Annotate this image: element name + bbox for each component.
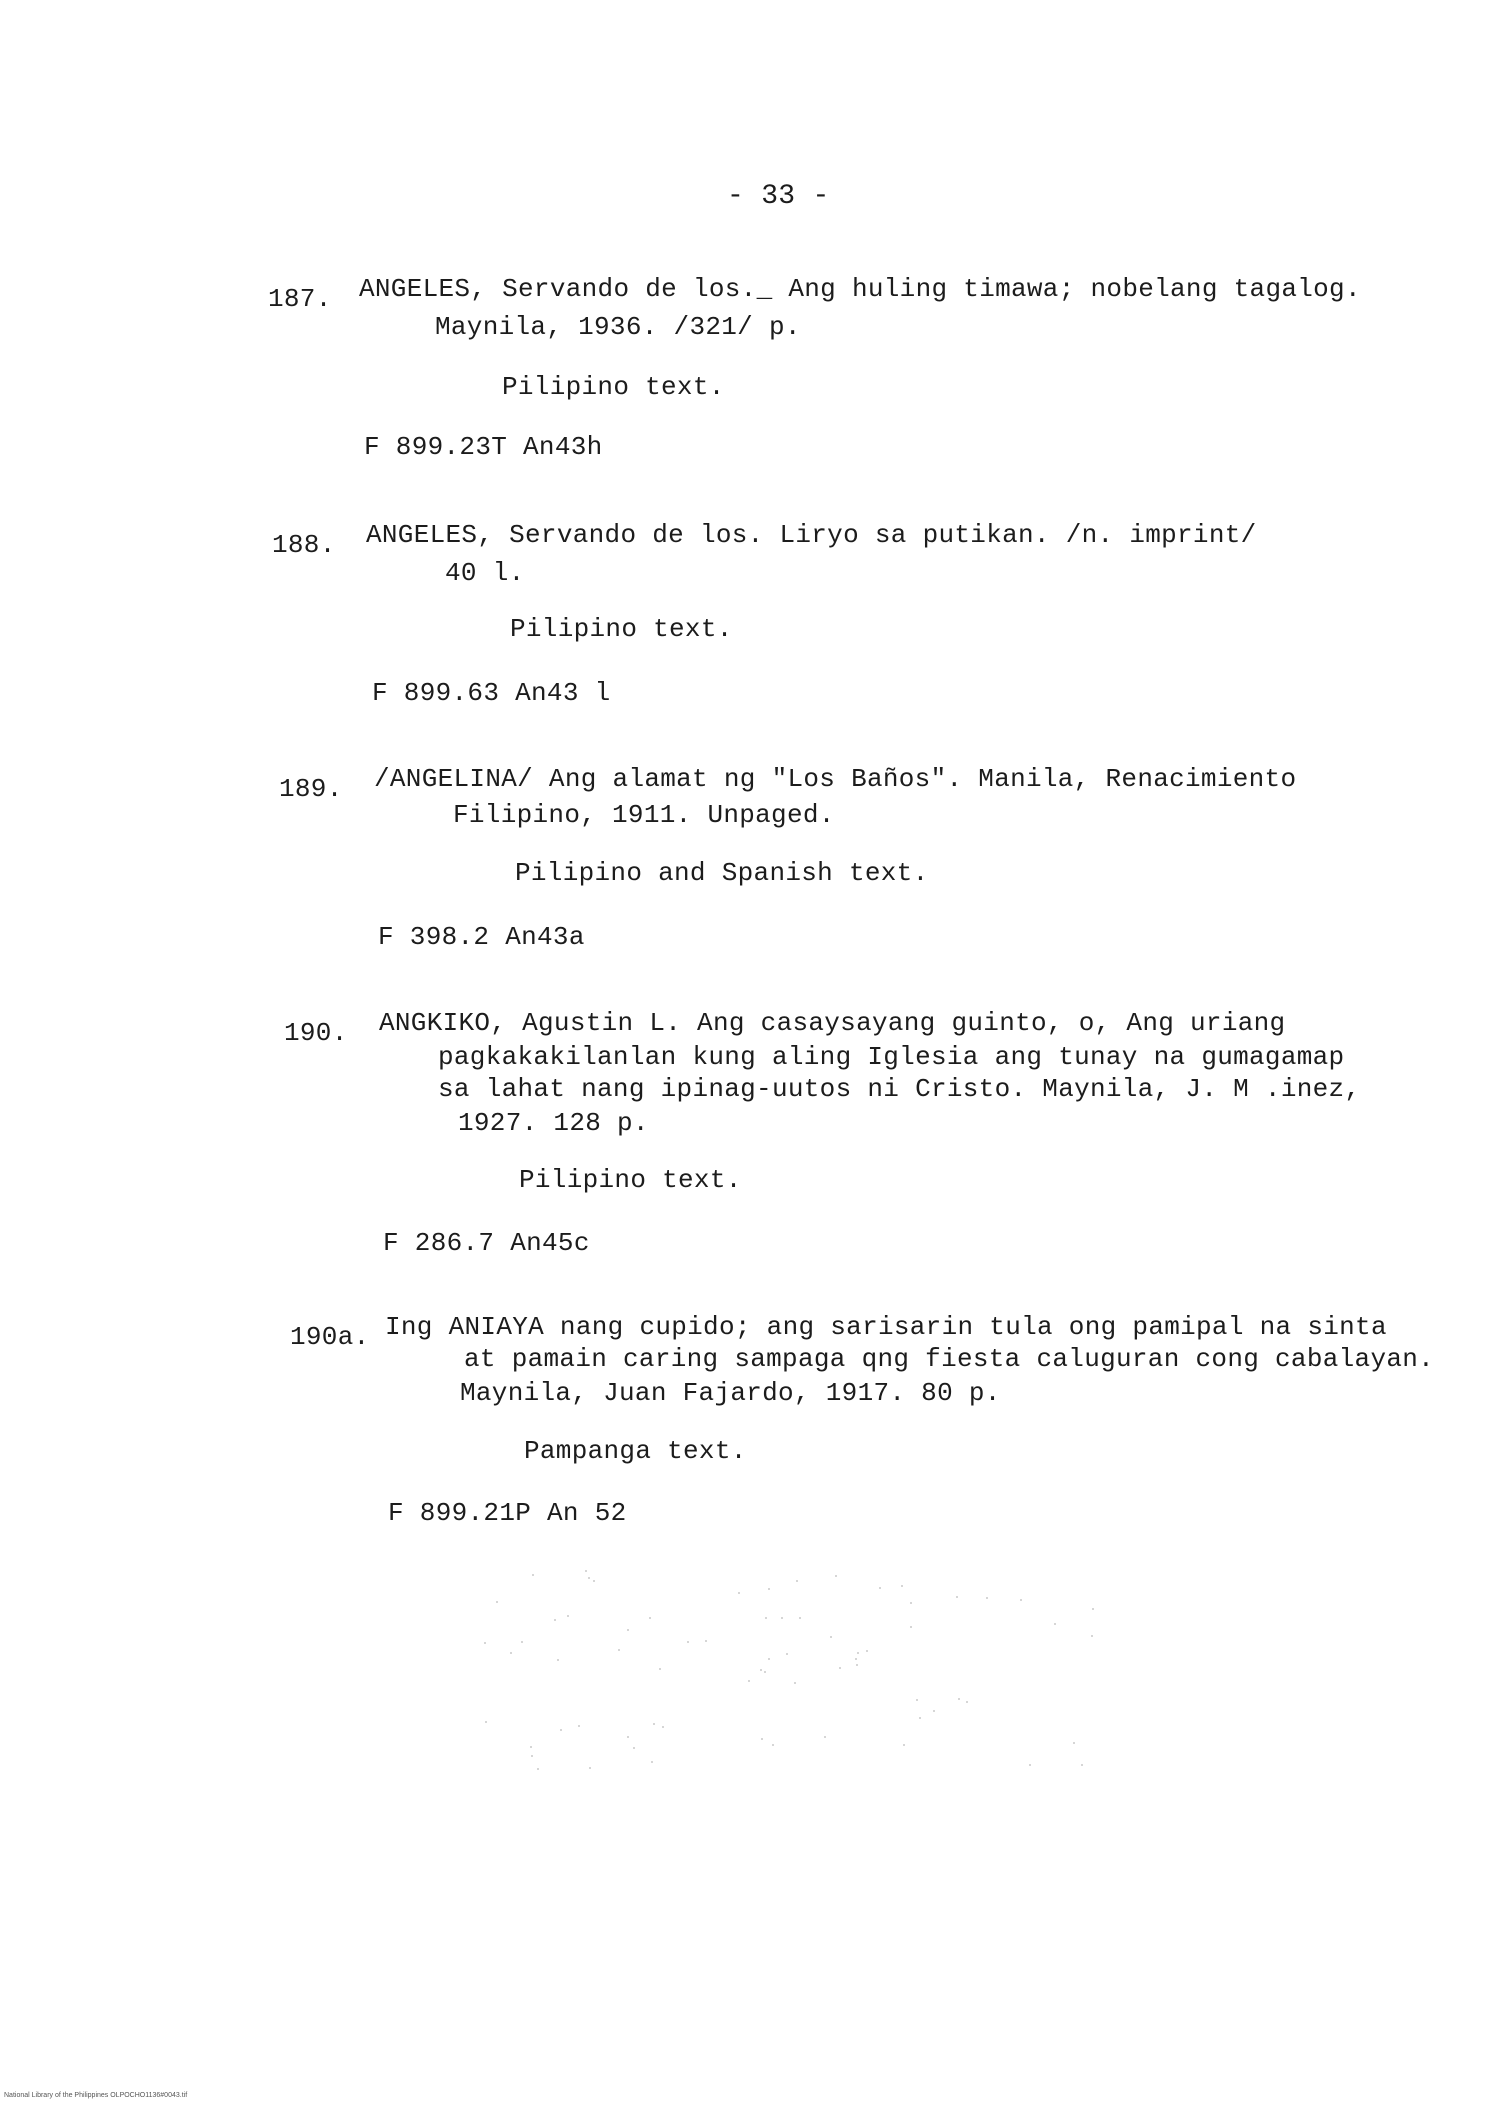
scan-speck <box>765 1617 767 1619</box>
scan-speck <box>554 1619 556 1621</box>
entry-line: Maynila, Juan Fajardo, 1917. 80 p. <box>460 1378 1001 1408</box>
scan-speck <box>768 1658 770 1660</box>
scan-speck <box>866 1650 868 1652</box>
scan-speck <box>857 1652 859 1654</box>
scan-speck <box>1081 1764 1083 1766</box>
scan-speck <box>531 1755 533 1757</box>
scan-speck <box>1054 1623 1056 1625</box>
scan-speck <box>653 1723 655 1725</box>
scan-speck <box>1073 1742 1075 1744</box>
entry-line: ANGELES, Servando de los. Liryo sa putikan. /n. imprint/ <box>366 520 1257 550</box>
scan-speck <box>986 1597 988 1599</box>
scan-speck <box>764 1671 766 1673</box>
scan-speck <box>903 1744 905 1746</box>
entry-line: ANGKIKO, Agustin L. Ang casaysayang guinto, o, Ang uriang <box>379 1008 1286 1038</box>
scan-speck <box>687 1641 689 1643</box>
scan-speck <box>585 1570 587 1572</box>
entry-line: sa lahat nang ipinag-uutos ni Cristo. Maynila, J. M .inez, <box>438 1074 1361 1104</box>
call-number: F 286.7 An45c <box>383 1228 590 1258</box>
language-note: Pilipino text. <box>519 1165 742 1195</box>
scan-speck <box>839 1667 841 1669</box>
scan-speck <box>659 1668 661 1670</box>
scan-speck <box>496 1601 498 1603</box>
scan-speck <box>633 1747 635 1749</box>
scan-speck <box>627 1629 629 1631</box>
scan-speck <box>627 1736 629 1738</box>
entry-line: Maynila, 1936. /321/ p. <box>435 312 801 342</box>
scan-speck <box>835 1575 837 1577</box>
scan-speck <box>916 1699 918 1701</box>
entry-line: 1927. 128 p. <box>458 1108 649 1138</box>
scan-speck <box>956 1596 958 1598</box>
scan-speck <box>901 1585 903 1587</box>
scan-speck <box>1092 1608 1094 1610</box>
scan-speck <box>1020 1599 1022 1601</box>
scan-speck <box>919 1717 921 1719</box>
page-number: - 33 - <box>727 181 830 212</box>
scan-speck <box>557 1659 559 1661</box>
scan-speck <box>532 1574 534 1576</box>
scan-speck <box>510 1652 512 1654</box>
language-note: Pilipino text. <box>510 614 733 644</box>
scan-speck <box>824 1736 826 1738</box>
scan-speck <box>560 1729 562 1731</box>
call-number: F 899.23T An43h <box>364 432 603 462</box>
language-note: Pilipino and Spanish text. <box>515 858 929 888</box>
scan-speck <box>768 1588 770 1590</box>
scan-speck <box>567 1615 569 1617</box>
scan-speck <box>593 1580 595 1582</box>
entry-number: 187. <box>268 284 332 314</box>
scan-speck <box>578 1725 580 1727</box>
scan-speck <box>748 1680 750 1682</box>
language-note: Pampanga text. <box>524 1436 747 1466</box>
call-number: F 398.2 An43a <box>378 922 585 952</box>
entry-line: Ing ANIAYA nang cupido; ang sarisarin tula ong pamipal na sinta <box>385 1312 1387 1342</box>
entry-number: 190. <box>284 1018 348 1048</box>
scan-speck <box>781 1617 783 1619</box>
scan-speck <box>618 1649 620 1651</box>
scan-speck <box>537 1768 539 1770</box>
scan-speck <box>738 1592 740 1594</box>
scan-speck <box>1029 1764 1031 1766</box>
scan-speck <box>786 1653 788 1655</box>
scan-speck <box>662 1726 664 1728</box>
scan-speck <box>966 1701 968 1703</box>
scan-speck <box>933 1710 935 1712</box>
language-note: Pilipino text. <box>502 372 725 402</box>
scan-speck <box>649 1617 651 1619</box>
scan-speck <box>651 1761 653 1763</box>
scan-footer: National Library of the Philippines OLPOCHO1136#0043.tif <box>4 2092 188 2099</box>
scan-speck <box>1091 1635 1093 1637</box>
entry-line: ANGELES, Servando de los._ Ang huling timawa; nobelang tagalog. <box>359 274 1361 304</box>
entry-line: pagkakakilanlan kung aling Iglesia ang tunay na gumagamap <box>438 1042 1345 1072</box>
scan-speck <box>856 1664 858 1666</box>
call-number: F 899.63 An43 l <box>372 678 611 708</box>
scan-speck <box>772 1744 774 1746</box>
scan-speck <box>705 1640 707 1642</box>
scan-speck <box>910 1626 912 1628</box>
scan-speck <box>760 1669 762 1671</box>
scan-speck <box>799 1617 801 1619</box>
scan-speck <box>958 1698 960 1700</box>
scan-speck <box>761 1738 763 1740</box>
scan-speck <box>794 1682 796 1684</box>
call-number: F 899.21P An 52 <box>388 1498 627 1528</box>
entry-number: 189. <box>279 774 343 804</box>
scan-speck <box>530 1746 532 1748</box>
scan-speck <box>484 1642 486 1644</box>
entry-line: Filipino, 1911. Unpaged. <box>453 800 835 830</box>
scan-speck <box>588 1577 590 1579</box>
scan-speck <box>879 1587 881 1589</box>
scan-speck <box>855 1658 857 1660</box>
scan-speck <box>910 1602 912 1604</box>
entry-line: at pamain caring sampaga qng fiesta caluguran cong cabalayan. <box>464 1344 1435 1374</box>
scan-speck <box>485 1721 487 1723</box>
scan-speck <box>830 1636 832 1638</box>
scan-speck <box>589 1767 591 1769</box>
entry-number: 190a. <box>290 1322 370 1352</box>
entry-line: /ANGELINA/ Ang alamat ng "Los Baños". Manila, Renacimiento <box>374 764 1297 794</box>
scan-speck <box>796 1580 798 1582</box>
entry-number: 188. <box>272 530 336 560</box>
scan-speck <box>521 1641 523 1643</box>
entry-line: 40 l. <box>445 558 525 588</box>
